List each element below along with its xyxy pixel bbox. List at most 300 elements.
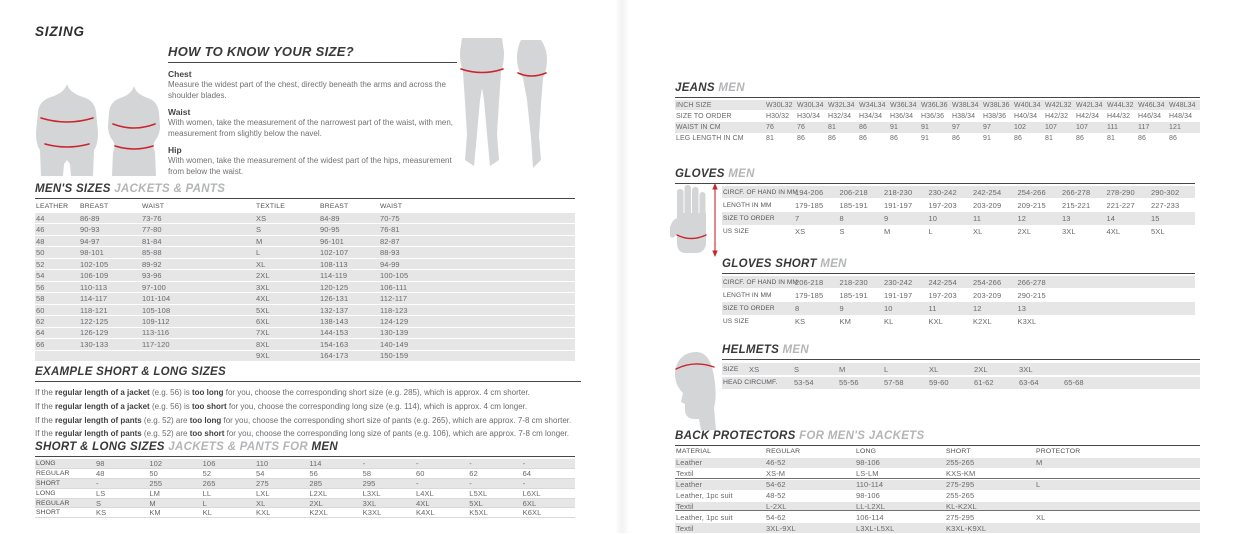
table-cell: XL <box>256 259 266 269</box>
table-cell: 122-125 <box>80 317 109 326</box>
table-cell: 102-105 <box>80 259 109 269</box>
table-cell: 98-106 <box>856 491 880 501</box>
table-cell: 230-242 <box>928 187 957 197</box>
table-cell: LL-L2XL <box>856 501 886 511</box>
table-cell: W44L32 <box>1107 101 1134 109</box>
column-header: LONG <box>856 448 877 455</box>
table-row <box>35 270 575 280</box>
example-lines <box>35 388 581 438</box>
table-cell: 59-60 <box>929 378 949 387</box>
divider <box>35 456 575 457</box>
table-cell: 66 <box>36 339 45 349</box>
table-cell: 242-254 <box>928 277 957 287</box>
divider <box>675 97 1200 98</box>
table-cell: 48 <box>96 468 105 478</box>
table-cell: 110-113 <box>80 282 108 292</box>
column-header: BREAST <box>320 203 349 210</box>
table-cell: XL <box>929 364 939 374</box>
table-cell: WAIST IN CM <box>676 123 721 131</box>
table-cell: 60 <box>36 305 45 315</box>
divider <box>722 359 1200 360</box>
table-cell: L3XL <box>362 488 381 498</box>
column-header: WAIST <box>142 203 165 210</box>
female-torso-icon <box>104 86 164 176</box>
table-cell: 44 <box>36 213 45 223</box>
table-cell: Textil <box>676 468 694 478</box>
title-sub: MEN <box>728 168 755 180</box>
table-cell: 197-203 <box>928 200 957 210</box>
table-cell: W46L34 <box>1138 101 1165 109</box>
table-cell: 86 <box>1138 135 1146 143</box>
table-cell: K2XL <box>309 508 329 518</box>
table-cell: 62 <box>36 317 45 326</box>
table-cell: W30L32 <box>766 101 793 109</box>
table-cell: 56 <box>36 282 45 292</box>
table-cell: 53-54 <box>794 378 814 387</box>
measure-arrow-icon <box>712 183 717 257</box>
table-row <box>35 508 575 518</box>
table-cell: 97 <box>983 123 991 131</box>
table-cell: 132-137 <box>320 305 349 315</box>
table-cell: H36/36 <box>921 112 945 120</box>
table-row <box>722 186 1195 198</box>
table-cell: 254-266 <box>1017 187 1046 197</box>
table-cell: W40L34 <box>1014 101 1041 109</box>
jeans-table <box>675 100 1200 144</box>
title-main: MEN'S SIZES <box>35 183 111 195</box>
title-main: GLOVES SHORT <box>722 258 817 270</box>
table-row <box>35 236 575 246</box>
table-row <box>675 523 1200 533</box>
title-sub: MEN <box>718 82 745 94</box>
table-row <box>722 377 1200 389</box>
table-cell: 209-215 <box>1017 200 1046 210</box>
helmets-section <box>722 344 1200 390</box>
table-cell: 275-295 <box>946 512 975 522</box>
table-cell: 86 <box>797 135 805 143</box>
table-cell: SHORT <box>36 479 61 487</box>
table-cell: 6XL <box>522 498 537 508</box>
table-cell: H44/32 <box>1107 112 1131 120</box>
table-cell: L5XL <box>469 488 488 498</box>
table-cell: 113-116 <box>142 328 170 338</box>
table-cell: 46 <box>36 225 45 235</box>
table-cell: 120-125 <box>320 282 349 292</box>
table-cell: W36L34 <box>890 101 917 109</box>
page-title: SIZING <box>35 24 85 39</box>
table-row <box>722 212 1195 224</box>
table-cell: 185-191 <box>839 200 868 210</box>
column-header: BREAST <box>80 203 109 210</box>
table-cell: 185-191 <box>839 290 868 300</box>
table-cell: 130-133 <box>80 339 109 349</box>
gloves-title <box>675 168 1195 180</box>
table-cell: 3XL-9XL <box>766 523 796 533</box>
helmets-title <box>722 344 1200 356</box>
table-cell: 52 <box>202 468 212 478</box>
table-cell: 106-114 <box>856 512 884 522</box>
table-cell: 91 <box>890 123 898 131</box>
table-cell: 118-123 <box>380 305 408 315</box>
divider <box>35 381 581 382</box>
table-cell: 81-84 <box>142 236 162 246</box>
table-row <box>35 293 575 303</box>
table-cell: XS <box>795 227 806 237</box>
table-row <box>722 226 1195 238</box>
table-cell: W30L34 <box>797 101 824 109</box>
divider <box>168 62 457 63</box>
table-row <box>35 459 575 469</box>
measure-heading: Chest <box>168 69 192 79</box>
table-cell: K4XL <box>415 508 435 518</box>
table-cell: 215-221 <box>1062 200 1091 210</box>
table-cell: LEG LENGTH IN CM <box>676 135 744 143</box>
table-cell: Leather, 1pc suit <box>676 512 733 522</box>
table-cell: 15 <box>1151 213 1160 223</box>
table-cell: 86 <box>859 135 867 143</box>
table-cell: 266-278 <box>1062 187 1091 197</box>
measure-heading: Waist <box>168 107 191 118</box>
table-cell: K6XL <box>522 508 542 518</box>
table-cell: M <box>839 364 846 374</box>
table-row <box>35 328 575 338</box>
table-cell: 110 <box>255 458 269 468</box>
column-header: LEATHER <box>36 203 69 210</box>
gloves-short-section <box>722 258 1195 329</box>
table-cell: L2XL <box>309 488 328 498</box>
table-cell: LONG <box>36 459 56 467</box>
table-cell: K3XL-K9XL <box>946 523 987 533</box>
table-cell: 278-290 <box>1106 187 1135 197</box>
table-cell: L4XL <box>415 488 434 498</box>
table-row <box>675 100 1200 110</box>
table-cell: 86 <box>859 123 867 131</box>
table-cell: 61-62 <box>974 378 994 387</box>
table-cell: H36/34 <box>890 112 914 120</box>
title-sub: JACKETS & PANTS <box>114 183 226 195</box>
table-cell: 112-117 <box>380 294 408 304</box>
table-cell: 191-197 <box>884 200 913 210</box>
table-cell: H46/34 <box>1138 112 1162 120</box>
title-sub-strong: MEN <box>311 441 338 453</box>
helmets-table <box>722 363 1200 389</box>
how-to-waist <box>168 107 457 139</box>
table-cell: L3XL-L5XL <box>856 523 895 533</box>
table-cell: XS-M <box>766 468 786 478</box>
table-cell: L6XL <box>522 488 541 498</box>
table-cell: 65-68 <box>1064 378 1084 387</box>
table-cell: KS <box>96 508 107 518</box>
table-cell: H38/34 <box>952 112 976 120</box>
title-main: HELMETS <box>722 344 780 356</box>
table-row <box>35 247 575 257</box>
table-cell: 203-209 <box>973 200 1002 210</box>
table-cell: L <box>1036 480 1041 490</box>
table-cell: 7XL <box>256 328 270 338</box>
table-row <box>35 213 575 223</box>
table-cell: 86 <box>828 135 836 143</box>
table-cell: 275 <box>255 478 269 488</box>
table-cell: US SIZE <box>723 228 749 236</box>
table-cell: 93-96 <box>142 271 162 281</box>
table-cell: KS <box>795 317 806 327</box>
table-cell: 52 <box>36 259 45 269</box>
title-main: BACK PROTECTORS <box>675 430 796 442</box>
table-cell: S <box>839 227 845 237</box>
legs-front-icon <box>456 38 508 172</box>
table-cell: 255 <box>149 478 163 488</box>
table-cell: 109-112 <box>142 317 170 326</box>
short-long-section <box>35 441 575 518</box>
table-cell: W48L34 <box>1169 101 1196 109</box>
table-cell: 203-209 <box>973 290 1002 300</box>
table-cell: 58 <box>362 468 372 478</box>
table-cell: 5XL <box>469 498 483 508</box>
table-cell: 126-131 <box>320 294 349 304</box>
table-cell: LENGTH IN MM <box>723 201 772 209</box>
table-cell: 46-52 <box>766 458 786 468</box>
table-cell: 227-233 <box>1151 200 1180 210</box>
table-cell: KXL <box>928 317 943 327</box>
table-cell: 110-114 <box>856 480 884 490</box>
table-cell: 107 <box>1076 123 1088 131</box>
table-row <box>722 316 1195 328</box>
jeans-section <box>675 82 1200 145</box>
short-long-title <box>35 441 575 453</box>
table-cell: LENGTH IN MM <box>723 291 772 299</box>
table-cell: 179-185 <box>795 200 824 210</box>
table-cell: 100-105 <box>380 271 409 281</box>
table-cell: 86 <box>1014 135 1022 143</box>
table-cell: 9 <box>839 303 844 313</box>
table-cell: 138-143 <box>320 317 349 326</box>
table-cell: 90-93 <box>80 225 100 235</box>
table-row <box>722 302 1195 314</box>
table-cell: 206-218 <box>795 277 824 287</box>
table-cell: Textil <box>676 523 694 533</box>
table-cell: H30/34 <box>797 112 821 120</box>
table-cell: 114-119 <box>320 271 348 281</box>
table-cell: 3XL <box>1062 227 1076 237</box>
table-cell: KL <box>202 508 213 518</box>
table-cell: 8 <box>839 213 844 223</box>
table-cell: LL <box>202 488 212 498</box>
table-row <box>35 479 575 489</box>
table-cell: 191-197 <box>884 290 913 300</box>
table-cell: 97 <box>952 123 960 131</box>
table-cell: 114 <box>309 458 322 468</box>
page-gutter <box>615 0 629 533</box>
table-cell: - <box>469 458 472 468</box>
table-cell: 206-218 <box>839 187 868 197</box>
example-section <box>35 366 581 443</box>
table-row <box>722 289 1195 301</box>
table-cell: 150-159 <box>380 351 409 361</box>
title-main: GLOVES <box>675 168 725 180</box>
table-cell: US SIZE <box>723 318 749 326</box>
table-row <box>675 469 1200 479</box>
table-cell: 10 <box>884 303 893 313</box>
table-cell: 91 <box>983 135 991 143</box>
table-cell: K5XL <box>469 508 489 518</box>
table-row <box>722 363 1200 375</box>
table-cell: 81 <box>1107 135 1115 143</box>
table-cell: 9 <box>884 213 889 223</box>
table-cell: 3XL <box>256 282 270 292</box>
table-cell: H40/34 <box>1014 112 1038 120</box>
table-cell: Textil <box>676 501 694 511</box>
table-cell: Leather <box>676 480 703 490</box>
table-cell: 88-93 <box>380 248 400 258</box>
column-header: TEXTILE <box>256 203 285 210</box>
table-cell: 76-81 <box>380 225 400 235</box>
table-cell: 54 <box>36 271 45 281</box>
table-cell: KXS-KM <box>946 468 976 478</box>
divider <box>722 273 1195 274</box>
table-cell: 54-62 <box>766 512 786 522</box>
title-main: SHORT & LONG SIZES <box>35 441 165 453</box>
table-cell: LM <box>149 488 160 498</box>
table-cell: W32L34 <box>828 101 855 109</box>
table-cell: 54 <box>255 468 265 478</box>
mens-sizes-title <box>35 183 575 195</box>
measure-text: Measure the widest part of the chest, directly beneath the arms and across the shoulder blades. <box>168 80 446 100</box>
column-header: SHORT <box>946 448 971 455</box>
table-cell: 58 <box>36 294 45 304</box>
table-cell: K2XL <box>973 317 992 327</box>
table-row <box>722 276 1195 288</box>
table-cell: 82-87 <box>380 236 400 246</box>
table-cell: 114-117 <box>80 294 108 304</box>
table-cell: 89-92 <box>142 259 162 269</box>
table-cell: 230-242 <box>884 277 913 287</box>
table-cell: 84-89 <box>320 213 340 223</box>
table-cell: 10 <box>928 213 938 223</box>
table-cell: 97-100 <box>142 282 166 292</box>
table-row <box>35 305 575 315</box>
table-cell: KM <box>839 317 851 327</box>
table-cell: 94-97 <box>80 236 100 246</box>
table-cell: 179-185 <box>795 290 824 300</box>
table-row <box>35 316 575 326</box>
table-cell: 242-254 <box>973 187 1002 197</box>
table-cell: M <box>884 227 891 237</box>
table-row <box>675 480 1200 490</box>
table-cell: 3XL <box>362 498 377 508</box>
table-row <box>35 224 575 234</box>
table-cell: 140-149 <box>380 339 409 349</box>
table-cell: 108-113 <box>320 259 348 269</box>
column-header: MATERIAL <box>676 448 712 455</box>
table-cell: 98-101 <box>80 248 104 258</box>
table-cell: 197-203 <box>928 290 957 300</box>
table-cell: M <box>1036 458 1043 468</box>
table-row <box>35 282 575 292</box>
table-cell: H48/34 <box>1169 112 1193 120</box>
table-cell: 81 <box>828 123 836 131</box>
table-cell: 57-58 <box>884 378 904 387</box>
table-cell: 86 <box>890 135 898 143</box>
table-cell: 4XL <box>415 498 430 508</box>
table-cell: 77-80 <box>142 225 162 235</box>
table-cell: LS <box>96 488 106 498</box>
table-row <box>722 199 1195 211</box>
table-cell: 290-302 <box>1151 187 1180 197</box>
table-cell: S <box>256 225 262 235</box>
table-cell: W38L36 <box>983 101 1010 109</box>
table-cell: 164-173 <box>320 351 349 361</box>
table-cell: KL <box>884 317 894 327</box>
table-cell: 102 <box>149 458 163 468</box>
how-to-title: HOW TO KNOW YOUR SIZE? <box>168 44 354 59</box>
table-cell: 102-107 <box>320 248 349 258</box>
table-row <box>675 491 1200 501</box>
table-cell: - <box>522 478 526 488</box>
table-cell: 107 <box>1045 123 1057 131</box>
table-cell: REGULAR <box>36 499 70 507</box>
table-cell: REGULAR <box>36 469 70 477</box>
table-cell: 62 <box>469 468 478 478</box>
male-torso-icon <box>33 84 101 176</box>
divider <box>35 198 575 199</box>
mens-sizes-table <box>35 200 575 361</box>
table-cell: 60 <box>415 468 425 478</box>
title-sub: FOR MEN'S JACKETS <box>799 430 925 442</box>
table-cell: 221-227 <box>1106 200 1135 210</box>
table-cell: 285 <box>309 478 323 488</box>
mens-sizes-section <box>35 183 575 362</box>
table-cell: 8XL <box>256 339 270 349</box>
table-cell: 6XL <box>256 317 270 326</box>
measure-text: With women, take the measurement of the widest part of the hips, measurement from below the waist. <box>168 156 452 176</box>
table-cell: 13 <box>1062 213 1071 223</box>
back-protectors-table <box>675 446 1200 533</box>
table-cell: CIRCF. OF HAND IN MM <box>723 278 798 286</box>
example-title: EXAMPLE SHORT & LONG SIZES <box>35 366 226 378</box>
table-cell: L <box>202 498 207 508</box>
table-cell: S <box>794 364 800 374</box>
table-row <box>35 351 575 361</box>
table-cell: LXL <box>255 488 270 498</box>
table-row <box>675 512 1200 522</box>
table-cell: W42L34 <box>1076 101 1103 109</box>
table-cell: - <box>362 458 366 468</box>
table-cell: 7 <box>795 213 800 223</box>
table-cell: 86-89 <box>80 213 100 223</box>
table-cell: 105-108 <box>142 305 171 315</box>
table-cell: KM <box>149 508 161 518</box>
measure-text: With women, take the measurement of the narrowest part of the waist, with men, measurement from slightly below the navel. <box>168 118 454 138</box>
table-cell: 76 <box>797 123 805 131</box>
table-cell: 111 <box>1107 123 1118 131</box>
title-main: JEANS <box>675 82 715 94</box>
example-line: If the regular length of pants (e.g. 52) are too long for you, choose the corresponding short size of pants (e.g. 265), which are approx. 7-8 cm shorter. <box>35 415 572 425</box>
table-cell: K3XL <box>362 508 382 518</box>
table-cell: 4XL <box>1106 227 1121 237</box>
table-cell: 117 <box>1138 123 1150 131</box>
column-header: PROTECTOR <box>1036 448 1081 455</box>
table-cell: 14 <box>1106 213 1116 223</box>
table-cell: 106-111 <box>380 282 408 292</box>
table-cell: 254-266 <box>973 277 1002 287</box>
table-cell: L-2XL <box>766 501 787 511</box>
table-cell: L <box>256 248 261 258</box>
table-cell: 5XL <box>1151 227 1165 237</box>
table-cell: W34L34 <box>859 101 886 109</box>
table-cell: H42/32 <box>1045 112 1069 120</box>
head-profile-icon <box>672 350 718 430</box>
table-cell: 86 <box>1169 135 1177 143</box>
